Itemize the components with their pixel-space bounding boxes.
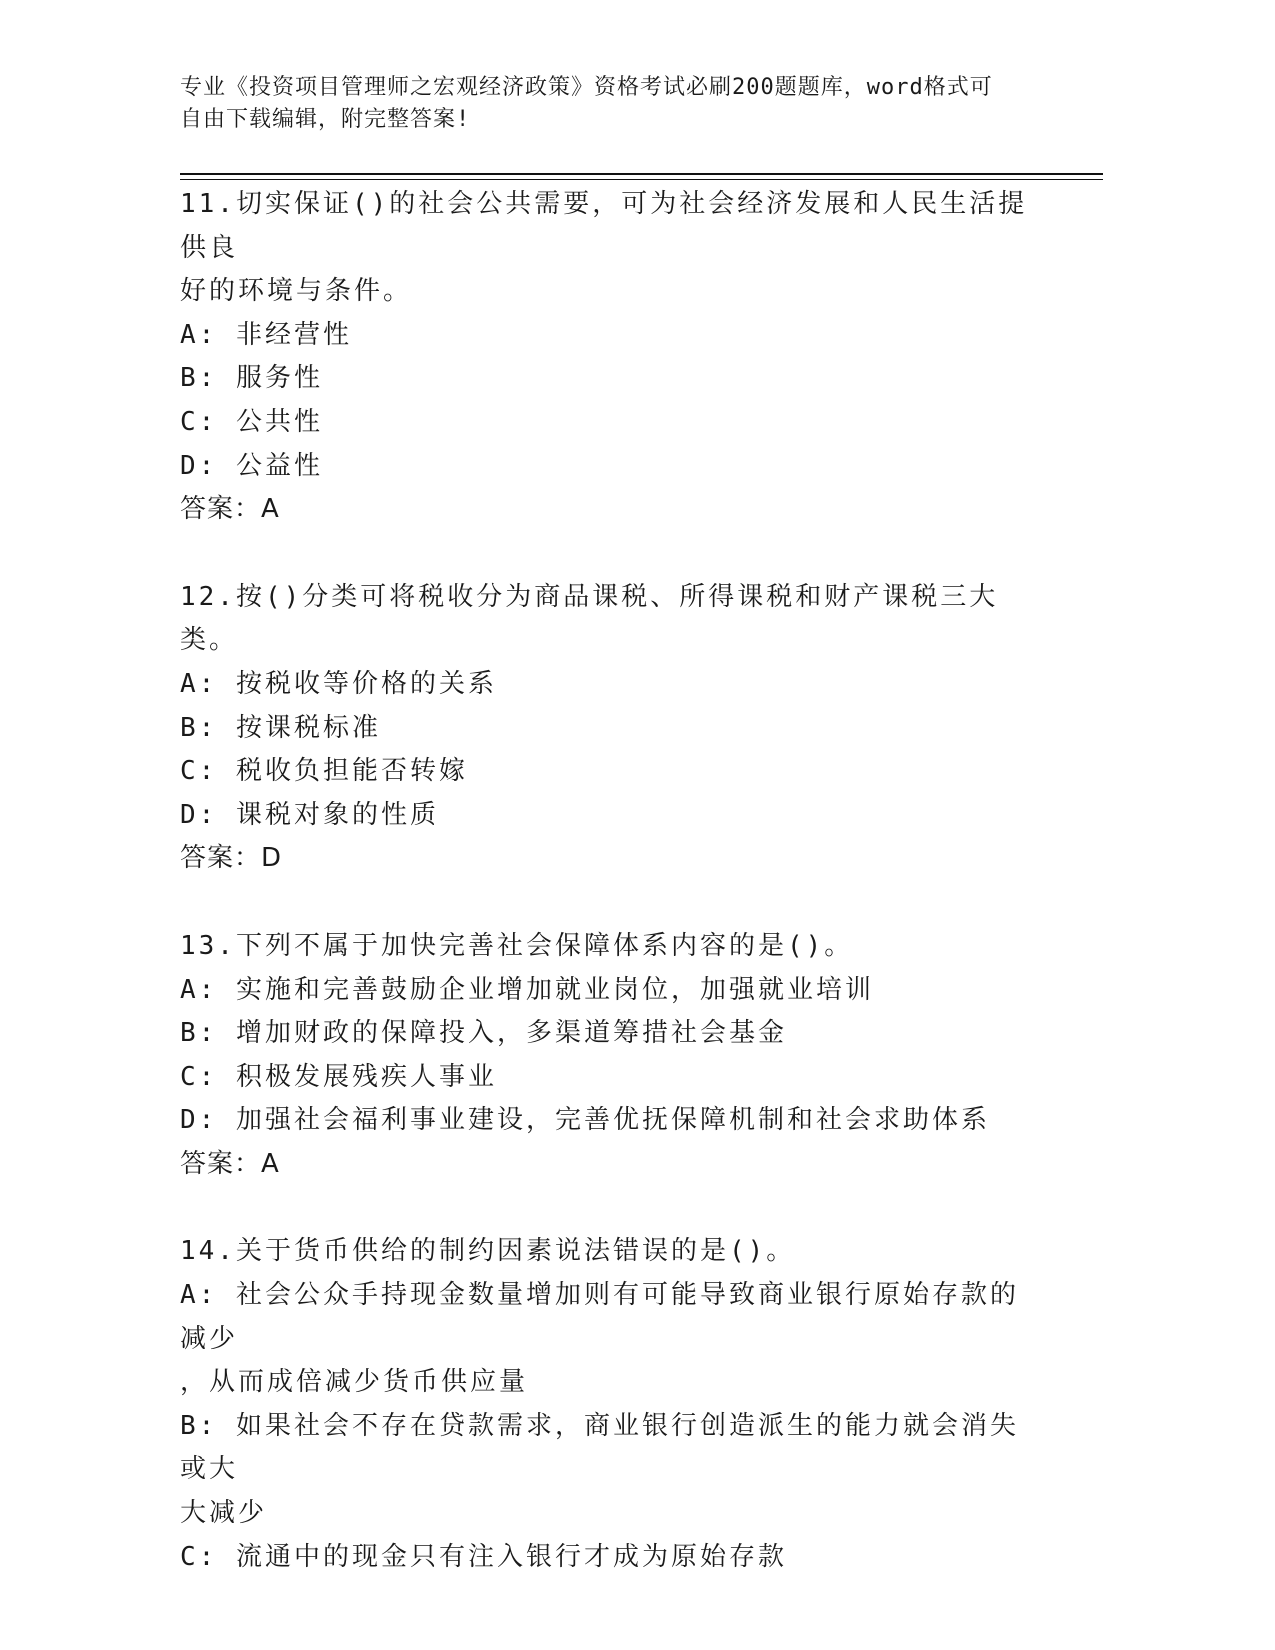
option-b: B: 按课税标准 [180,712,381,743]
option-b-continued: 大减少 [180,1498,268,1529]
question-13 [180,925,1040,1187]
option-c: C: 积极发展残疾人事业 [180,1061,497,1092]
question-stem: 11.切实保证()的社会公共需要，可为社会经济发展和人民生活提供良 [180,189,1028,263]
question-stem: 12.按()分类可将税收分为商品课税、所得课税和财产课税三大类。 [180,581,999,656]
answer-label: 答案：D [180,843,283,874]
question-12 [180,576,1040,881]
answer-label: 答案：A [180,494,280,525]
option-b: B: 增加财政的保障投入，多渠道筹措社会基金 [180,1018,787,1049]
option-a: A: 非经营性 [180,319,352,350]
option-a: A: 实施和完善鼓励企业增加就业岗位，加强就业培训 [180,974,874,1005]
header-rule-thick [180,173,1103,175]
answer-label: 答案：A [180,1148,280,1179]
header-line-2: 自由下载编辑，附完整答案! [180,107,471,132]
option-c: C: 流通中的现金只有注入银行才成为原始存款 [180,1541,787,1572]
document-header [180,72,1040,136]
header-rule-thin [180,179,1103,180]
question-14 [180,1230,1040,1579]
option-a: A: 按税收等价格的关系 [180,668,497,699]
option-a-continued: ，从而成倍减少货币供应量 [180,1367,529,1398]
option-c: C: 税收负担能否转嫁 [180,756,468,787]
option-b: B: 如果社会不存在贷款需求，商业银行创造派生的能力就会消失或大 [180,1410,1019,1485]
question-stem: 13.下列不属于加快完善社会保障体系内容的是()。 [180,930,854,961]
header-line-1: 专业《投资项目管理师之宏观经济政策》资格考试必刷200题题库，word格式可 [180,75,993,100]
option-b: B: 服务性 [180,363,323,394]
option-d: D: 公益性 [180,450,323,481]
question-11 [180,183,1040,532]
option-d: D: 加强社会福利事业建设，完善优抚保障机制和社会求助体系 [180,1105,990,1136]
option-a: A: 社会公众手持现金数量增加则有可能导致商业银行原始存款的减少 [180,1280,1019,1354]
option-d: D: 课税对象的性质 [180,799,439,830]
question-stem: 14.关于货币供给的制约因素说法错误的是()。 [180,1236,796,1267]
question-stem: 好的环境与条件。 [180,276,413,307]
option-c: C: 公共性 [180,406,323,437]
question-list [180,183,1040,1623]
